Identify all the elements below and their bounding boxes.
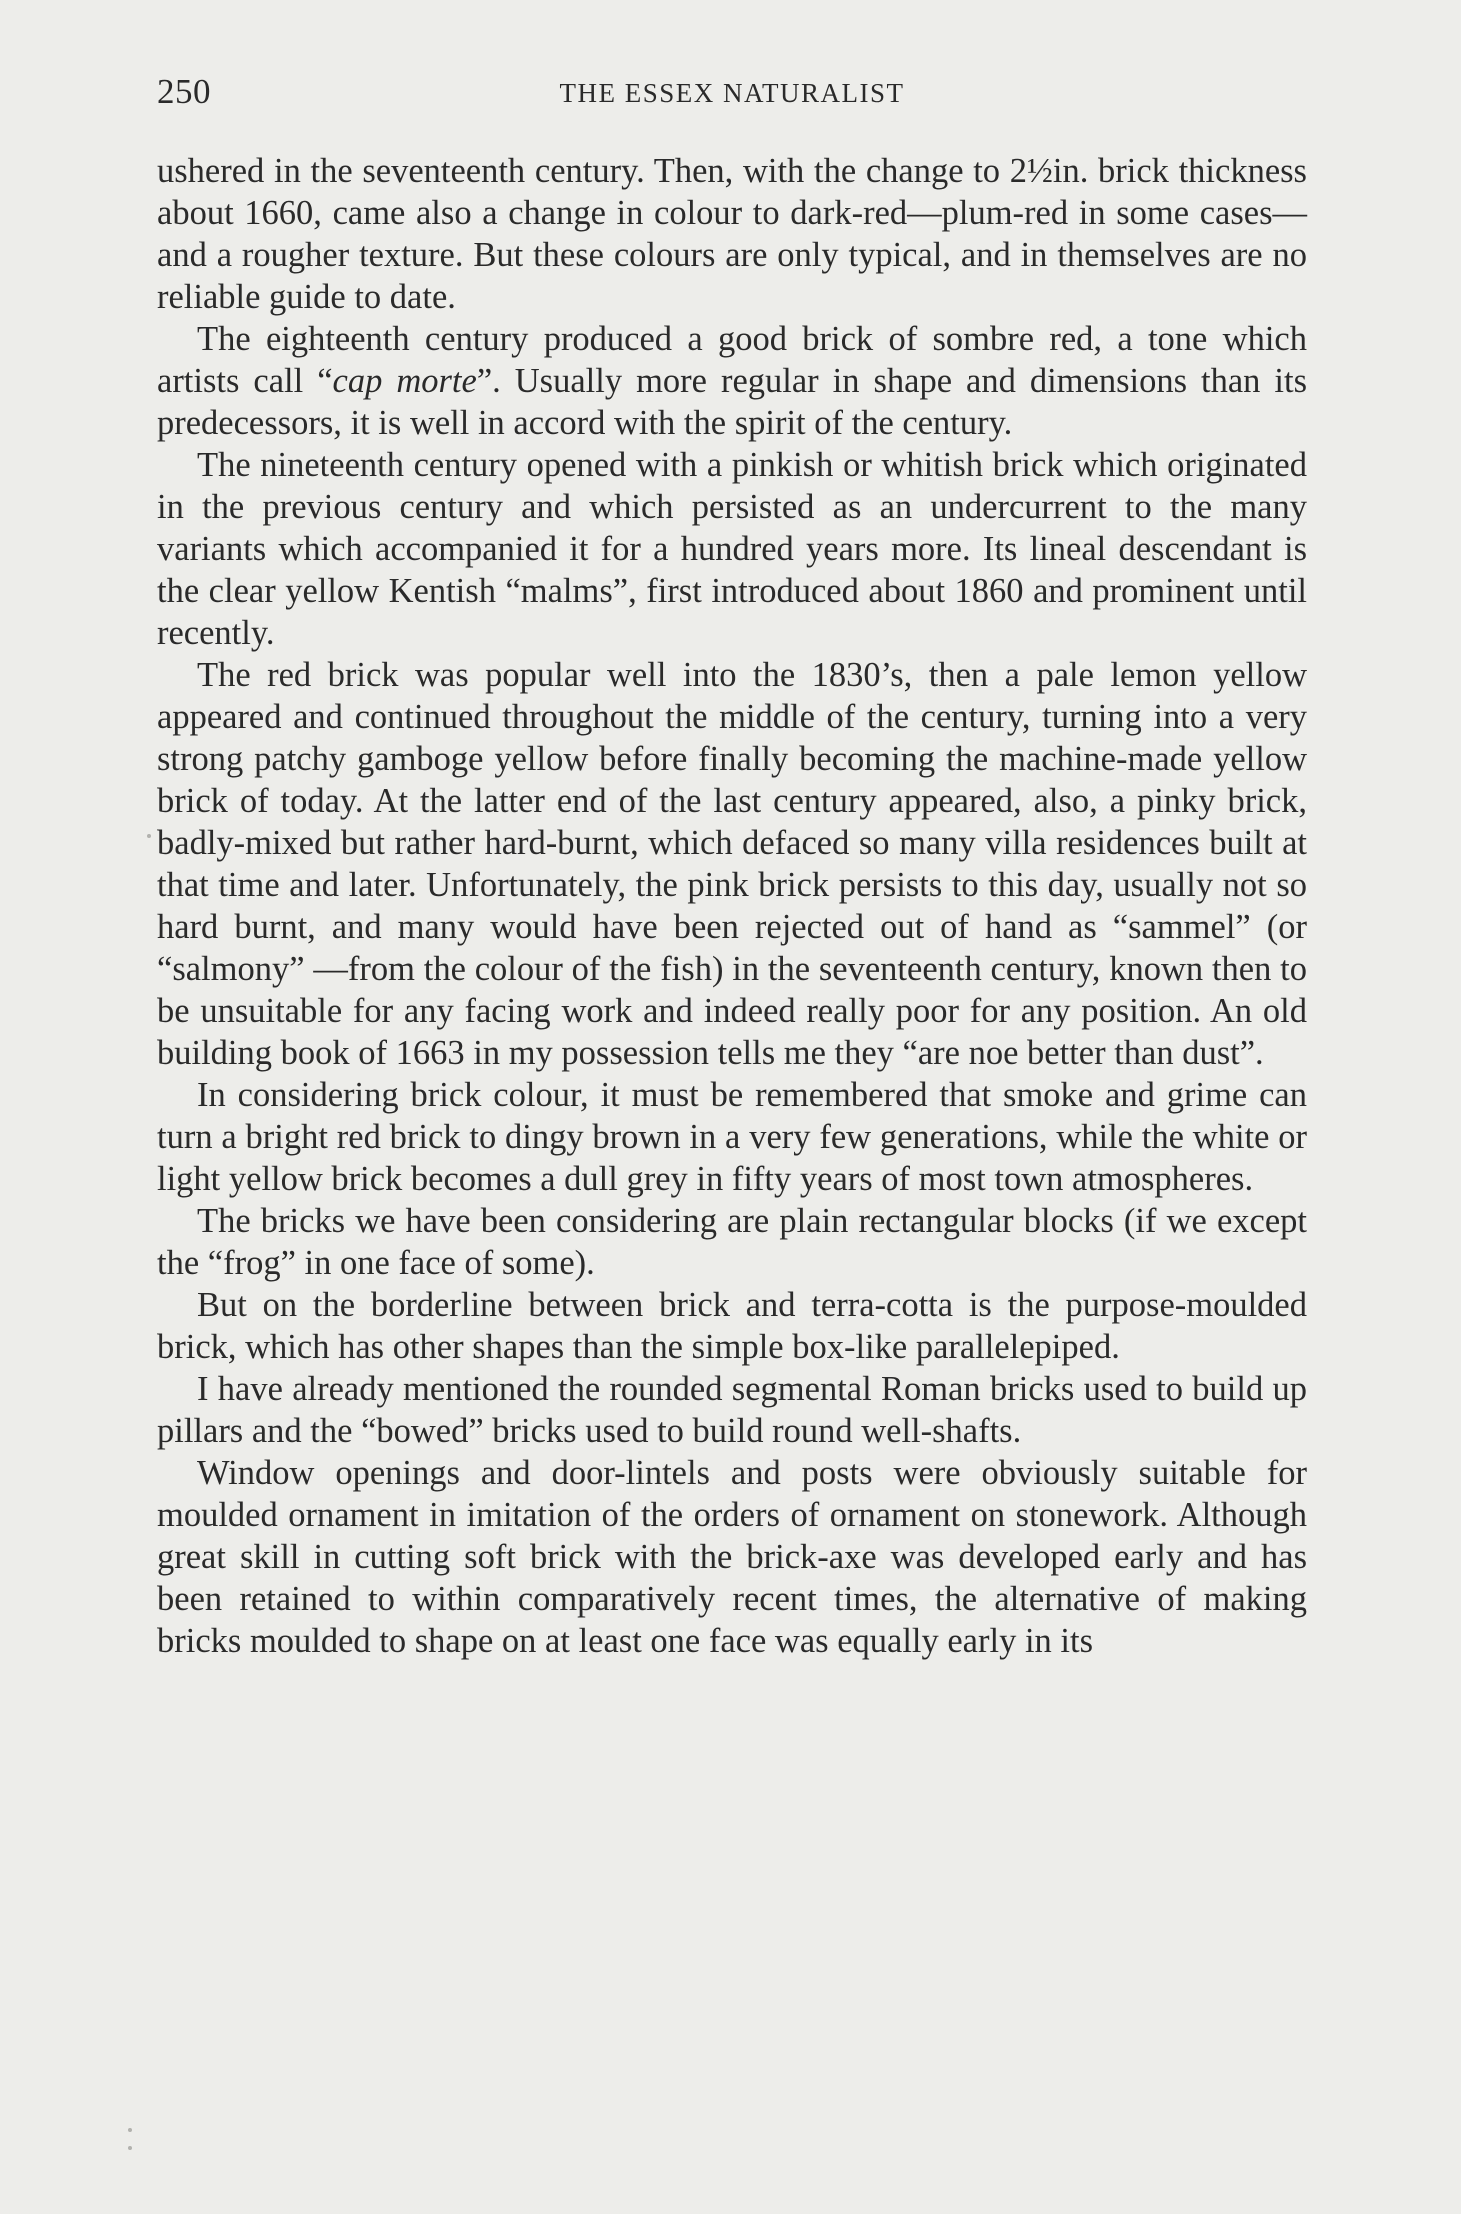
scan-speck (128, 2146, 132, 2150)
scan-speck (128, 2128, 132, 2132)
paragraph-2-text-before: The eighteenth century produced a good brick of sombre red, a tone which artists call “ (157, 320, 1307, 400)
paragraph-2-italic-term: cap morte (332, 362, 477, 400)
page-number: 250 (157, 72, 211, 111)
page-header (157, 72, 1307, 122)
body-text (157, 150, 1307, 1662)
paragraph-2 (157, 318, 1307, 444)
paragraph-5: In considering brick colour, it must be remembered that smoke and grime can turn a bright red brick to dingy brown in a very few generations, while the white or light yellow brick becomes a dull grey in fifty years of most town atmospheres. (157, 1076, 1307, 1198)
paragraph-7: But on the borderline between brick and terra-cotta is the purpose-moulded brick, which has other shapes than the simple box-like parallelepiped. (157, 1286, 1307, 1366)
paragraph-9: Window openings and door-lintels and posts were obviously suitable for moulded ornament in imitation of the orders of ornament on stonework. Although great skill in cutting soft brick with the brick-axe was developed early and has been retained to within comparatively recent times, the alternative of making bricks moulded to shape on at least one face was equally early in its (157, 1454, 1307, 1660)
paragraph-6: The bricks we have been considering are plain rectangular blocks (if we except the “frog” in one face of some). (157, 1202, 1307, 1282)
paragraph-3: The nineteenth century opened with a pinkish or whitish brick which originated in the previous century and which persisted as an undercurrent to the many variants which accompanied it for a hundred years more. Its lineal descendant is the clear yellow Kentish “malms”, first introduced about 1860 and prominent until recently. (157, 446, 1307, 652)
paragraph-8: I have already mentioned the rounded segmental Roman bricks used to build up pillars and the “bowed” bricks used to build round well-shafts. (157, 1370, 1307, 1450)
scan-speck (147, 834, 151, 838)
paragraph-1: ushered in the seventeenth century. Then, with the change to 2½in. brick thickness about 1660, came also a change in colour to dark-red—plum-red in some cases—and a rougher texture. But these colours are only typical, and in themselves are no reliable guide to date. (157, 152, 1307, 316)
paragraph-2-text-after: ”. Usually more regular in shape and dimensions than its predecessors, it is well in accord with the spirit of the century. (157, 362, 1307, 442)
paragraph-4: The red brick was popular well into the 1830’s, then a pale lemon yellow appeared and continued throughout the middle of the century, turning into a very strong patchy gamboge yellow before finally becoming the machine-made yellow brick of today. At the latter end of the last century appeared, also, a pinky brick, badly-mixed but rather hard-burnt, which defaced so many villa residences built at that time and later. Unfortunately, the pink brick persists to this day, usually not so hard burnt, and many would have been rejected out of hand as “sammel” (or “salmony” —from the colour of the fish) in the seventeenth century, known then to be unsuitable for any facing work and indeed really poor for any position. An old building book of 1663 in my possession tells me they “are noe better than dust”. (157, 656, 1307, 1072)
running-head: THE ESSEX NATURALIST (559, 78, 905, 108)
